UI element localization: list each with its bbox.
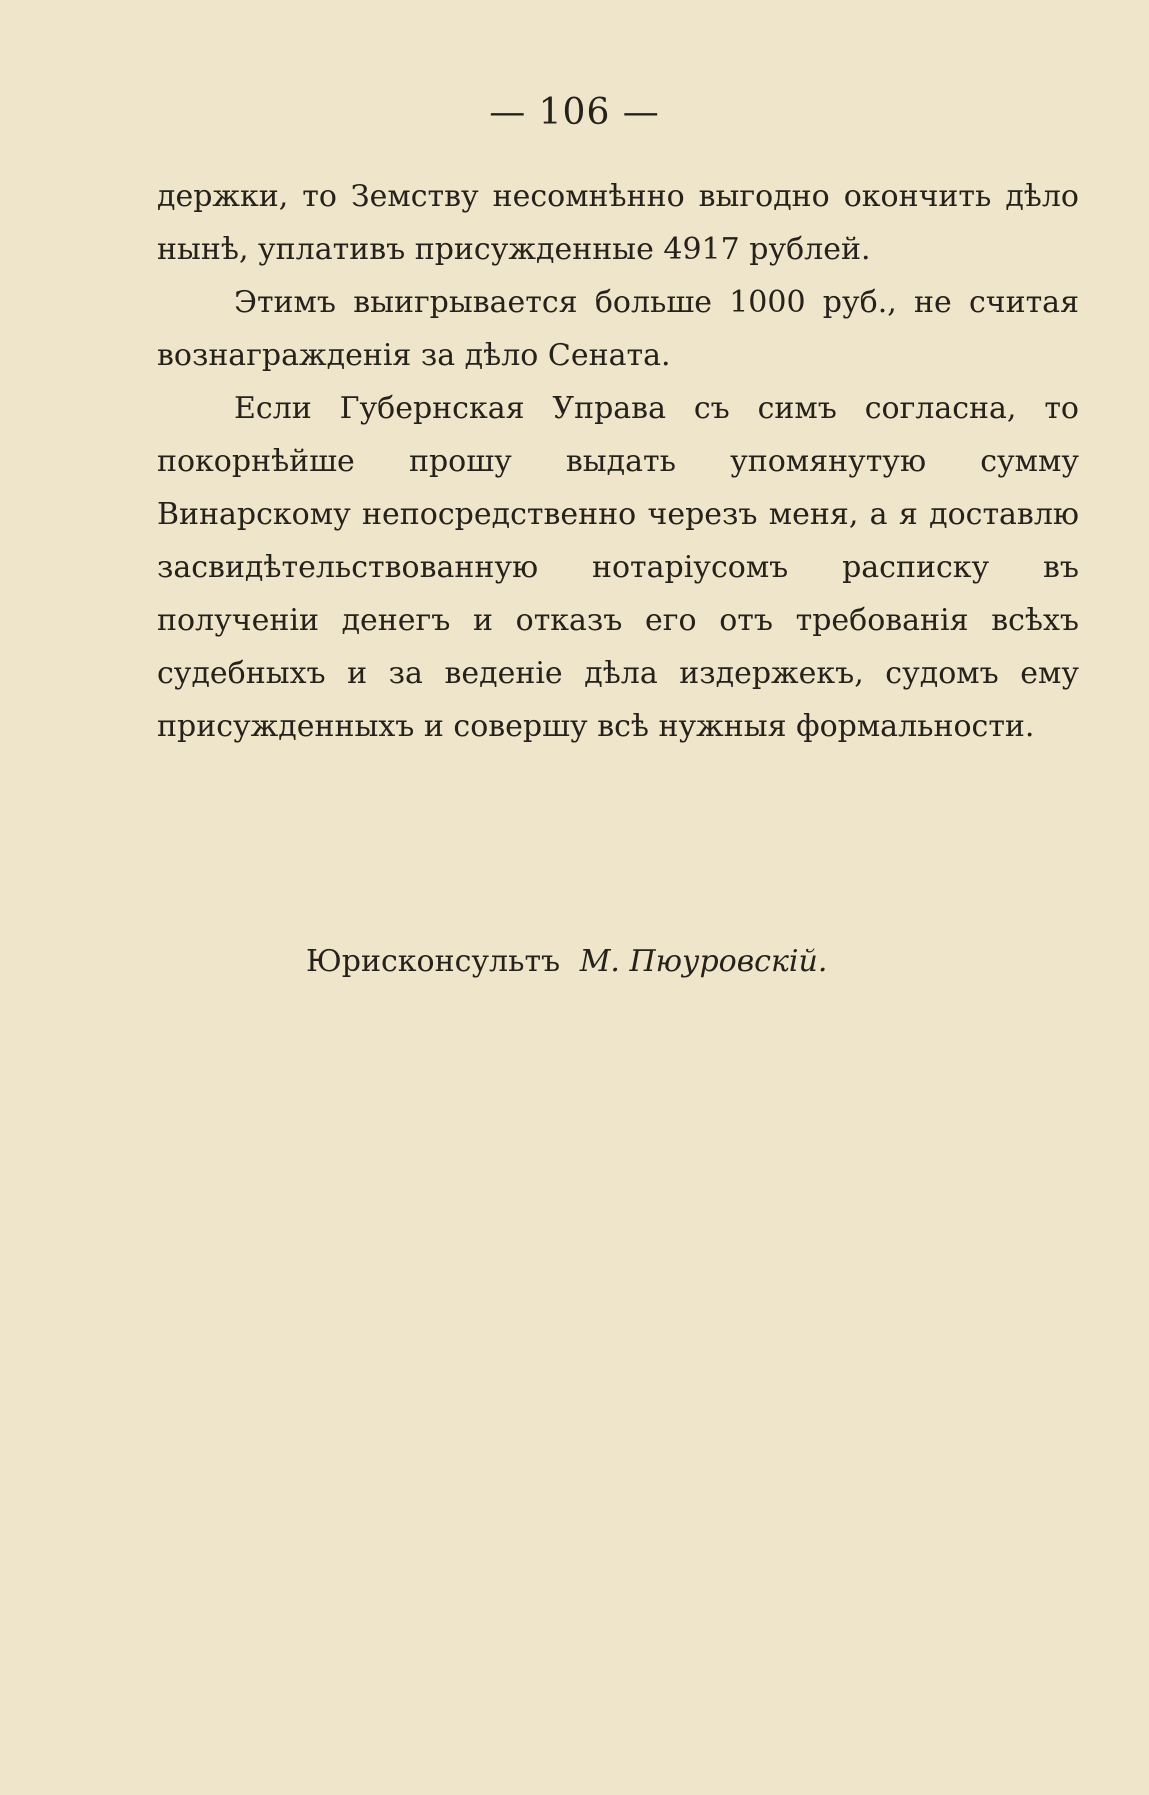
paragraph-2: Этимъ выигрывается больше 1000 руб., не считая вознагражденія за дѣло Сената. (157, 285, 1079, 373)
body-text (157, 170, 1079, 753)
paragraph-3: Если Губернская Управа съ симъ согласна, то покорнѣйше прошу выдать упомянутую сумму Винарскому непосредственно черезъ меня, а я доставлю засвидѣтельствованную нотаріусомъ расписку въ полученіи денегъ и отказъ его отъ требованія всѣхъ судебныхъ и за веденіе дѣла издержекъ, судомъ ему присужденныхъ и совершу всѣ нужныя формальности. (157, 391, 1079, 744)
paragraph-1: держки, то Земству несомнѣнно выгодно окончить дѣло нынѣ, уплативъ присужденные 4917 рублей. (157, 179, 1079, 267)
page-number: — 106 — (489, 92, 660, 133)
signature-title: Юрисконсультъ (306, 944, 561, 979)
signature-name: М. Пюуровскій. (579, 944, 828, 979)
signature-line (306, 944, 827, 979)
